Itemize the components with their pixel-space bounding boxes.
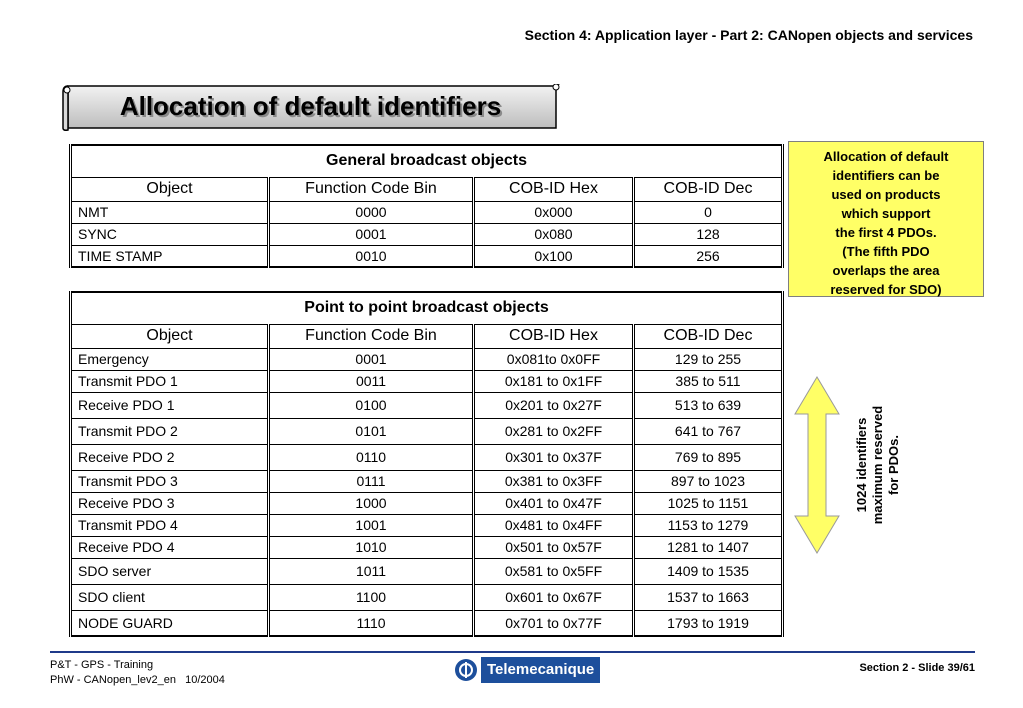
general-table-title: General broadcast objects	[71, 145, 783, 177]
function-code-cell: 0001	[269, 348, 474, 370]
cob-id-hex-cell: 0x401 to 0x47F	[474, 492, 634, 514]
table-row	[71, 610, 783, 636]
note-line: the first 4 PDOs.	[835, 225, 937, 240]
cob-id-dec-cell: 1025 to 1151	[634, 492, 783, 514]
cob-id-dec-cell: 897 to 1023	[634, 470, 783, 492]
cob-id-dec-cell: 641 to 767	[634, 418, 783, 444]
pdo-range-line: 1024 identifiers	[854, 417, 869, 513]
object-cell: Transmit PDO 1	[71, 370, 269, 392]
cob-id-hex-cell: 0x301 to 0x37F	[474, 444, 634, 470]
object-cell: Receive PDO 3	[71, 492, 269, 514]
cob-id-dec-cell: 513 to 639	[634, 392, 783, 418]
cob-id-hex-cell: 0x481 to 0x4FF	[474, 514, 634, 536]
cob-id-hex-cell: 0x601 to 0x67F	[474, 584, 634, 610]
cob-id-dec-cell: 128	[634, 223, 783, 245]
col-cob-id-hex: COB-ID Hex	[474, 324, 634, 348]
cob-id-hex-cell: 0x181 to 0x1FF	[474, 370, 634, 392]
function-code-cell: 1000	[269, 492, 474, 514]
cob-id-dec-cell: 129 to 255	[634, 348, 783, 370]
general-broadcast-table	[69, 144, 784, 268]
cob-id-hex-cell: 0x701 to 0x77F	[474, 610, 634, 636]
table-row	[71, 418, 783, 444]
telemecanique-logo	[455, 657, 600, 683]
footer-info	[50, 658, 225, 688]
object-cell: TIME STAMP	[71, 245, 269, 267]
object-cell: NODE GUARD	[71, 610, 269, 636]
footer-training: P&T - GPS - Training	[50, 659, 154, 671]
note-line: (The fifth PDO	[842, 244, 930, 259]
function-code-cell: 1001	[269, 514, 474, 536]
function-code-cell: 0001	[269, 223, 474, 245]
table-row	[71, 470, 783, 492]
section-title: Section 4: Application layer - Part 2: CANopen objects and services	[524, 27, 973, 43]
pdo-range-line: for PDOs.	[886, 435, 901, 495]
cob-id-hex-cell: 0x201 to 0x27F	[474, 392, 634, 418]
cob-id-hex-cell: 0x581 to 0x5FF	[474, 558, 634, 584]
note-line: overlaps the area	[832, 263, 940, 278]
p2p-table-title: Point to point broadcast objects	[71, 292, 783, 324]
note-line: used on products	[831, 187, 941, 202]
table-row	[71, 223, 783, 245]
col-function-code: Function Code Bin	[269, 324, 474, 348]
function-code-cell: 0110	[269, 444, 474, 470]
footer-doc-id: PhW - CANopen_lev2_en 10/2004	[50, 674, 225, 686]
col-cob-id-hex: COB-ID Hex	[474, 177, 634, 201]
table-row	[71, 444, 783, 470]
table-row	[71, 514, 783, 536]
pdo-note-box	[788, 141, 984, 297]
table-row	[71, 392, 783, 418]
cob-id-hex-cell: 0x000	[474, 201, 634, 223]
point-to-point-table	[69, 291, 784, 637]
logo-text: Telemecanique	[481, 657, 600, 683]
table-row	[71, 492, 783, 514]
function-code-cell: 0101	[269, 418, 474, 444]
object-cell: Emergency	[71, 348, 269, 370]
note-line: which support	[841, 206, 931, 221]
function-code-cell: 0011	[269, 370, 474, 392]
function-code-cell: 1010	[269, 536, 474, 558]
slide-title-banner	[62, 84, 559, 130]
slide-number: Section 2 - Slide 39/61	[859, 662, 975, 674]
cob-id-dec-cell: 1153 to 1279	[634, 514, 783, 536]
cob-id-hex-cell: 0x100	[474, 245, 634, 267]
cob-id-dec-cell: 385 to 511	[634, 370, 783, 392]
table-row	[71, 201, 783, 223]
function-code-cell: 0100	[269, 392, 474, 418]
object-cell: Transmit PDO 3	[71, 470, 269, 492]
object-cell: SDO server	[71, 558, 269, 584]
function-code-cell: 1110	[269, 610, 474, 636]
object-cell: NMT	[71, 201, 269, 223]
cob-id-dec-cell: 769 to 895	[634, 444, 783, 470]
object-cell: Transmit PDO 2	[71, 418, 269, 444]
function-code-cell: 1100	[269, 584, 474, 610]
table-row	[71, 370, 783, 392]
cob-id-hex-cell: 0x281 to 0x2FF	[474, 418, 634, 444]
note-line: reserved for SDO)	[830, 282, 942, 297]
cob-id-dec-cell: 1281 to 1407	[634, 536, 783, 558]
cob-id-dec-cell: 1793 to 1919	[634, 610, 783, 636]
table-row	[71, 584, 783, 610]
cob-id-hex-cell: 0x501 to 0x57F	[474, 536, 634, 558]
table-row	[71, 536, 783, 558]
table-row	[71, 245, 783, 267]
cob-id-hex-cell: 0x081to 0x0FF	[474, 348, 634, 370]
double-arrow-icon	[794, 376, 840, 554]
telemecanique-icon	[455, 659, 477, 681]
cob-id-dec-cell: 1537 to 1663	[634, 584, 783, 610]
cob-id-dec-cell: 256	[634, 245, 783, 267]
col-object: Object	[71, 177, 269, 201]
object-cell: Receive PDO 4	[71, 536, 269, 558]
function-code-cell: 0010	[269, 245, 474, 267]
table-row	[71, 558, 783, 584]
footer-divider	[50, 651, 975, 653]
note-line: identifiers can be	[832, 168, 940, 183]
slide-title: Allocation of default identifiers	[119, 90, 502, 121]
object-cell: Receive PDO 1	[71, 392, 269, 418]
cob-id-dec-cell: 1409 to 1535	[634, 558, 783, 584]
function-code-cell: 1011	[269, 558, 474, 584]
col-function-code: Function Code Bin	[269, 177, 474, 201]
pdo-range-label	[842, 380, 914, 550]
function-code-cell: 0000	[269, 201, 474, 223]
function-code-cell: 0111	[269, 470, 474, 492]
cob-id-dec-cell: 0	[634, 201, 783, 223]
note-line: Allocation of default	[823, 149, 949, 164]
col-cob-id-dec: COB-ID Dec	[634, 324, 783, 348]
pdo-range-line: maximum reserved	[870, 405, 885, 525]
cob-id-hex-cell: 0x080	[474, 223, 634, 245]
table-row	[71, 348, 783, 370]
object-cell: Receive PDO 2	[71, 444, 269, 470]
object-cell: SDO client	[71, 584, 269, 610]
cob-id-hex-cell: 0x381 to 0x3FF	[474, 470, 634, 492]
object-cell: Transmit PDO 4	[71, 514, 269, 536]
col-cob-id-dec: COB-ID Dec	[634, 177, 783, 201]
col-object: Object	[71, 324, 269, 348]
object-cell: SYNC	[71, 223, 269, 245]
